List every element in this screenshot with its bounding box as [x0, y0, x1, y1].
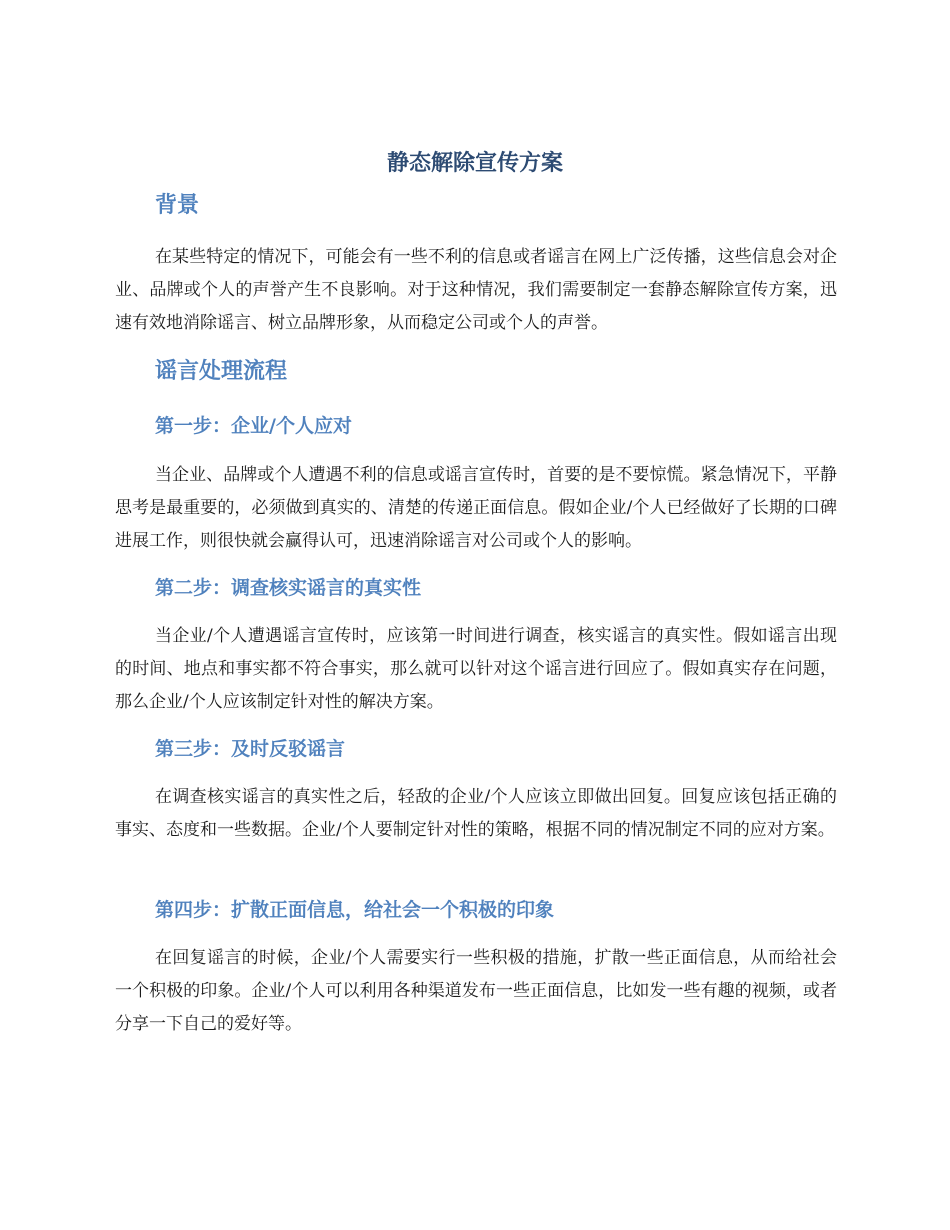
step-1-heading: 第一步：企业/个人应对	[155, 415, 352, 437]
step-3-paragraph: 在调查核实谣言的真实性之后，轻敌的企业/个人应该立即做出回复。回复应该包括正确的事实、态度和一些数据。企业/个人要制定针对性的策略，根据不同的情况制定不同的应对方案。	[115, 787, 837, 840]
step-2-heading: 第二步：调查核实谣言的真实性	[155, 577, 422, 599]
background-paragraph: 在某些特定的情况下，可能会有一些不利的信息或者谣言在网上广泛传播，这些信息会对企业、品牌或个人的声誉产生不良影响。对于这种情况，我们需要制定一套静态解除宣传方案，迅速有效地消除谣言、树立品牌形象，从而稳定公司或个人的声誉。	[115, 247, 837, 333]
step-1-paragraph: 当企业、品牌或个人遭遇不利的信息或谣言宣传时，首要的是不要惊慌。紧急情况下，平静思考是最重要的，必须做到真实的、清楚的传递正面信息。假如企业/个人已经做好了长期的口碑进展工作，则很快就会赢得认可，迅速消除谣言对公司或个人的影响。	[115, 465, 837, 551]
section-heading-background: 背景	[155, 193, 200, 218]
section-heading-rumor-process: 谣言处理流程	[155, 359, 288, 384]
document-title: 静态解除宣传方案	[386, 151, 563, 176]
step-4-paragraph: 在回复谣言的时候，企业/个人需要实行一些积极的措施，扩散一些正面信息，从而给社会一个积极的印象。企业/个人可以利用各种渠道发布一些正面信息，比如发一些有趣的视频，或者分享一下自己的爱好等。	[115, 948, 837, 1034]
step-4-heading: 第四步：扩散正面信息，给社会一个积极的印象	[155, 899, 555, 921]
step-2-paragraph: 当企业/个人遭遇谣言宣传时，应该第一时间进行调查，核实谣言的真实性。假如谣言出现的时间、地点和事实都不符合事实，那么就可以针对这个谣言进行回应了。假如真实存在问题，那么企业/个人应该制定针对性的解决方案。	[115, 626, 837, 712]
step-3-heading: 第三步：及时反驳谣言	[155, 738, 346, 760]
